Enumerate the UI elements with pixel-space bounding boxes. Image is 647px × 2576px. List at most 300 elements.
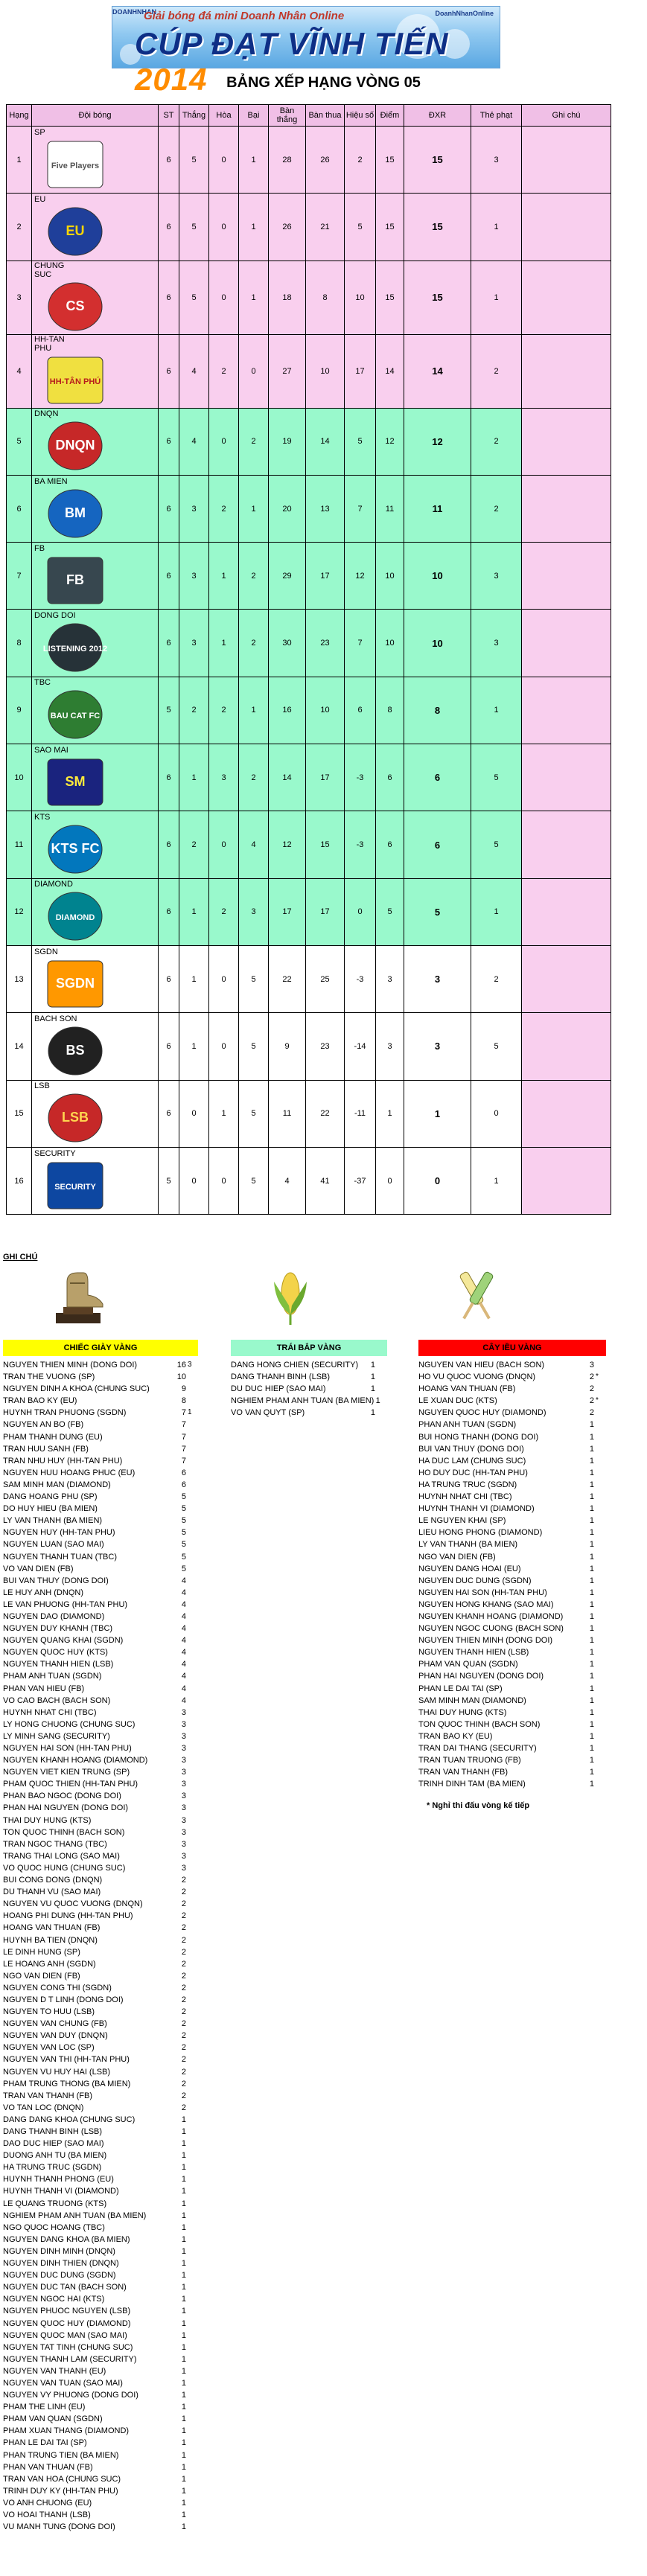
player-name: PHAM XUAN THANG (DIAMOND) <box>3 2426 130 2436</box>
player-name: HUYNH THANH PHONG (EU) <box>3 2175 114 2185</box>
player-row <box>231 1407 387 1419</box>
player-mark <box>186 1695 198 1707</box>
cell-w: 1 <box>179 878 209 945</box>
team-logo-icon <box>34 279 116 334</box>
player-name: NGUYEN DANG KHOA (BA MIEN) <box>3 2234 130 2244</box>
player-count: 1 <box>181 2330 186 2340</box>
player-count: 1 <box>181 2199 186 2208</box>
cell-gf: 4 <box>269 1147 306 1214</box>
cell-l: 1 <box>239 475 269 542</box>
team-logo-label: BAU CAT FC <box>50 712 101 721</box>
player-row <box>3 1538 198 1550</box>
player-row <box>3 1982 198 1994</box>
player-mark <box>375 1383 387 1395</box>
player-row <box>3 2497 198 2509</box>
player-row <box>3 2485 198 2497</box>
cell-l: 2 <box>239 408 269 475</box>
player-count: 1 <box>370 1408 375 1418</box>
player-count: 2 <box>181 1935 186 1945</box>
player-count: 5 <box>181 1492 186 1502</box>
cell-note <box>522 1080 611 1147</box>
player-mark <box>380 1395 387 1407</box>
cell-d: 0 <box>209 945 239 1012</box>
cell-dxr: 14 <box>404 334 471 408</box>
cell-gf: 28 <box>269 127 306 194</box>
player-mark <box>186 2342 198 2353</box>
player-mark <box>186 2102 198 2114</box>
team-logo-label: HH-TÂN PHÚ <box>49 377 101 386</box>
player-row <box>3 1970 198 1982</box>
player-name: NGUYEN HONG KHANG (SAO MAI) <box>418 1599 554 1609</box>
player-row <box>418 1611 606 1623</box>
player-name: LY HONG CHUONG (CHUNG SUC) <box>3 1719 136 1729</box>
cell-gd: 12 <box>345 543 376 610</box>
player-count: 1 <box>181 2438 186 2448</box>
player-count: 1 <box>181 2391 186 2400</box>
cell-dxr: 10 <box>404 543 471 610</box>
player-count: 2 <box>181 2091 186 2100</box>
player-row <box>3 2090 198 2102</box>
player-count: 1 <box>181 2426 186 2436</box>
player-mark <box>186 1886 198 1898</box>
player-mark <box>186 2090 198 2102</box>
player-name: NGUYEN THANH HIEN (LSB) <box>3 1660 114 1669</box>
player-count: 7 <box>181 1420 186 1430</box>
standings-row <box>7 334 611 408</box>
cell-dxr: 15 <box>404 261 471 334</box>
cell-ga: 14 <box>306 408 345 475</box>
player-count: 1 <box>181 2187 186 2196</box>
player-count: 6 <box>181 1480 186 1489</box>
cell-st: 6 <box>159 543 179 610</box>
player-row <box>3 1455 198 1467</box>
player-count: 2 <box>181 1876 186 1885</box>
cell-st: 6 <box>159 334 179 408</box>
team-logo-icon <box>34 137 116 192</box>
player-name: NGUYEN THANH LAM (SECURITY) <box>3 2354 137 2364</box>
player-count: 7 <box>181 1456 186 1466</box>
player-count: 4 <box>181 1588 186 1597</box>
player-mark <box>186 1515 198 1527</box>
cell-pts: 6 <box>376 811 404 878</box>
player-name: LE XUAN DUC (KTS) <box>418 1396 497 1406</box>
player-row <box>3 2246 198 2257</box>
player-count: 5 <box>181 1528 186 1538</box>
cell-st: 5 <box>159 677 179 744</box>
player-count: 3 <box>181 1851 186 1861</box>
player-name: NGO VAN DIEN (FB) <box>3 1971 80 1981</box>
player-row <box>418 1730 606 1742</box>
team-name: DNQN <box>34 409 59 419</box>
player-mark <box>186 1766 198 1778</box>
player-mark <box>186 2305 198 2317</box>
player-name: LE DINH HUNG (SP) <box>3 1947 80 1957</box>
player-row <box>3 1826 198 1838</box>
cell-note <box>522 261 611 334</box>
player-count: 2 <box>589 1372 594 1382</box>
player-mark <box>375 1359 387 1371</box>
player-count: 1 <box>181 2234 186 2244</box>
player-row <box>3 1670 198 1682</box>
player-count: 1 <box>589 1504 594 1514</box>
team-logo-label: KTS FC <box>51 841 100 857</box>
player-mark <box>594 1503 606 1515</box>
cell-st: 6 <box>159 194 179 261</box>
team-cell <box>32 1013 159 1080</box>
player-name: TRANG THAI LONG (SAO MAI) <box>3 1851 120 1861</box>
player-mark <box>186 2126 198 2138</box>
cell-cards: 5 <box>471 811 522 878</box>
player-row <box>3 1371 198 1383</box>
player-count: 3 <box>181 1756 186 1765</box>
cell-gd: 0 <box>345 878 376 945</box>
cell-l: 2 <box>239 610 269 677</box>
cell-d: 1 <box>209 610 239 677</box>
player-name: NGUYEN VU HUY HAI (LSB) <box>3 2067 111 2077</box>
player-row <box>418 1479 606 1491</box>
player-row <box>418 1503 606 1515</box>
player-row <box>3 1695 198 1707</box>
player-name: TON QUOC THINH (BACH SON) <box>418 1719 541 1729</box>
player-row <box>3 1910 198 1922</box>
cell-d: 2 <box>209 878 239 945</box>
player-row <box>3 2425 198 2437</box>
player-row <box>3 2078 198 2090</box>
cell-rank: 7 <box>7 543 32 610</box>
standings-table <box>6 104 611 1215</box>
player-mark <box>186 2246 198 2257</box>
cell-l: 5 <box>239 1080 269 1147</box>
cell-ga: 21 <box>306 194 345 261</box>
cell-rank: 5 <box>7 408 32 475</box>
player-count: 1 <box>589 1756 594 1765</box>
player-mark <box>186 1754 198 1766</box>
player-mark <box>594 1383 606 1395</box>
golden-boot-list <box>3 1340 198 2533</box>
cell-ga: 23 <box>306 1013 345 1080</box>
cell-dxr: 5 <box>404 878 471 945</box>
player-name: NGUYEN THIEN MINH (DONG DOI) <box>418 1636 553 1646</box>
player-name: DANG THANH BINH (LSB) <box>231 1372 331 1382</box>
player-name: DANG DANG KHOA (CHUNG SUC) <box>3 2115 136 2124</box>
team-name: SP <box>34 127 45 137</box>
player-row <box>3 2185 198 2197</box>
standings-row <box>7 127 611 194</box>
player-row <box>418 1383 606 1395</box>
cell-d: 0 <box>209 811 239 878</box>
cell-dxr: 15 <box>404 127 471 194</box>
player-mark <box>186 1742 198 1754</box>
player-row <box>418 1491 606 1503</box>
team-logo-label: LISTENING 2012 <box>42 645 108 654</box>
player-name: LE HUY ANH (DNQN) <box>3 1588 83 1597</box>
player-count: 9 <box>181 1384 186 1394</box>
player-name: NGUYEN KHANH HOANG (DIAMOND) <box>3 1756 148 1765</box>
cell-st: 5 <box>159 1147 179 1214</box>
player-count: 5 <box>181 1516 186 1526</box>
cell-note <box>522 543 611 610</box>
player-name: HUYNH THANH VI (DIAMOND) <box>418 1504 535 1514</box>
player-count: 1 <box>589 1672 594 1681</box>
cell-rank: 12 <box>7 878 32 945</box>
player-name: TRAN NHU HUY (HH-TAN PHU) <box>3 1456 123 1466</box>
team-logo-icon <box>34 822 116 877</box>
player-name: HUYNH NHAT CHI (TBC) <box>418 1492 512 1502</box>
cell-pts: 1 <box>376 1080 404 1147</box>
player-row <box>3 1683 198 1695</box>
team-logo-label: DIAMOND <box>55 913 95 923</box>
standings-row <box>7 1147 611 1214</box>
player-mark <box>186 2078 198 2090</box>
player-count: 1 <box>181 2139 186 2149</box>
player-mark <box>186 1922 198 1934</box>
cell-pts: 8 <box>376 677 404 744</box>
player-count: 1 <box>181 2486 186 2496</box>
player-mark <box>186 2210 198 2222</box>
player-row <box>418 1658 606 1670</box>
player-name: TRAN NGOC THANG (TBC) <box>3 1839 107 1849</box>
cell-gd: 5 <box>345 408 376 475</box>
cell-ga: 17 <box>306 543 345 610</box>
player-row <box>418 1515 606 1527</box>
player-mark <box>186 2425 198 2437</box>
player-count: 1 <box>589 1420 594 1430</box>
player-name: VO ANH CHUONG (EU) <box>3 2498 92 2508</box>
player-row <box>3 2461 198 2473</box>
player-name: HA TRUNG TRUC (SGDN) <box>3 2163 102 2173</box>
player-name: NGUYEN NGOC HAI (KTS) <box>3 2295 105 2304</box>
player-count: 1 <box>181 2474 186 2484</box>
player-count: 1 <box>181 2115 186 2124</box>
player-name: DO HUY HIEU (BA MIEN) <box>3 1504 98 1514</box>
player-name: TRAN HUU SANH (FB) <box>3 1444 89 1454</box>
cup-year: 2014 <box>135 62 208 97</box>
player-row <box>3 2210 198 2222</box>
player-mark <box>186 1707 198 1719</box>
cell-w: 1 <box>179 1013 209 1080</box>
team-logo-icon <box>34 353 116 408</box>
player-name: PHAM THANH DUNG (EU) <box>3 1432 103 1442</box>
team-logo-icon <box>34 486 116 541</box>
player-count: 4 <box>181 1624 186 1634</box>
cell-l: 4 <box>239 811 269 878</box>
player-count: 3 <box>181 1731 186 1741</box>
player-row <box>3 1934 198 1946</box>
column-header: Thắng <box>179 105 209 127</box>
cell-rank: 10 <box>7 744 32 811</box>
player-mark <box>186 2377 198 2389</box>
player-count: 6 <box>181 1468 186 1477</box>
player-row <box>3 1658 198 1670</box>
player-mark <box>594 1754 606 1766</box>
player-name: NGUYEN THANH TUAN (TBC) <box>3 1552 117 1562</box>
player-name: HUYNH BA TIEN (DNQN) <box>3 1935 98 1945</box>
player-row <box>418 1371 606 1383</box>
player-row <box>231 1371 387 1383</box>
player-mark <box>186 2473 198 2485</box>
player-count: 1 <box>589 1731 594 1741</box>
player-name: PHAM VAN QUAN (SGDN) <box>418 1660 518 1669</box>
player-count: 2 <box>181 1911 186 1921</box>
player-mark <box>186 2330 198 2342</box>
cell-gd: -37 <box>345 1147 376 1214</box>
player-count: 1 <box>589 1611 594 1621</box>
player-row <box>418 1538 606 1550</box>
player-row <box>418 1431 606 1443</box>
player-mark <box>186 1503 198 1515</box>
player-mark <box>594 1611 606 1623</box>
player-count: 7 <box>181 1408 186 1418</box>
player-name: PHAM ANH TUAN (SGDN) <box>3 1672 102 1681</box>
player-count: 1 <box>370 1361 375 1370</box>
player-count: 1 <box>589 1684 594 1693</box>
player-count: 1 <box>589 1540 594 1550</box>
player-row <box>3 2318 198 2330</box>
team-cell <box>32 610 159 677</box>
player-mark <box>594 1683 606 1695</box>
player-count: 3 <box>181 1744 186 1753</box>
notes-label: GHI CHÚ <box>3 1253 38 1262</box>
team-cell <box>32 677 159 744</box>
cell-w: 5 <box>179 127 209 194</box>
player-mark <box>186 1455 198 1467</box>
player-mark <box>594 1407 606 1419</box>
cell-w: 0 <box>179 1080 209 1147</box>
player-name: NGUYEN VAN THANH (EU) <box>3 2366 106 2376</box>
player-mark <box>186 1719 198 1730</box>
team-logo-icon <box>34 620 116 675</box>
player-name: DANG THANH BINH (LSB) <box>3 2127 103 2136</box>
cell-note <box>522 744 611 811</box>
cell-note <box>522 1147 611 1214</box>
player-count: 5 <box>181 1504 186 1514</box>
cell-d: 1 <box>209 1080 239 1147</box>
player-count: 1 <box>589 1599 594 1609</box>
team-name: FB <box>34 543 45 553</box>
player-row <box>3 2353 198 2365</box>
player-mark <box>186 1491 198 1503</box>
player-name: NGUYEN VIET KIEN TRUNG (SP) <box>3 1768 130 1777</box>
player-mark <box>186 2185 198 2197</box>
player-row <box>3 2509 198 2521</box>
player-count: 4 <box>181 1672 186 1681</box>
player-mark <box>186 1946 198 1958</box>
player-count: 1 <box>589 1768 594 1777</box>
player-row <box>418 1754 606 1766</box>
cell-st: 6 <box>159 408 179 475</box>
player-count: 1 <box>181 2151 186 2161</box>
cell-gf: 29 <box>269 543 306 610</box>
player-count: 3 <box>181 1839 186 1849</box>
player-name: NGUYEN HAI SON (HH-TAN PHU) <box>418 1588 547 1597</box>
player-name: LY MINH SANG (SECURITY) <box>3 1731 110 1741</box>
player-row <box>3 1874 198 1886</box>
player-row <box>3 1383 198 1395</box>
column-header: Hiệu số <box>345 105 376 127</box>
player-count: 1 <box>181 2246 186 2256</box>
player-row <box>418 1670 606 1682</box>
player-mark <box>594 1730 606 1742</box>
player-row <box>3 1431 198 1443</box>
standings-row <box>7 811 611 878</box>
team-logo-label: Five Players <box>51 161 100 170</box>
standings-row <box>7 744 611 811</box>
player-mark <box>186 2030 198 2042</box>
standings-row <box>7 261 611 334</box>
player-row <box>3 1707 198 1719</box>
player-count: 1 <box>181 2403 186 2412</box>
player-name: THAI DUY HUNG (KTS) <box>418 1707 507 1717</box>
player-mark <box>594 1670 606 1682</box>
player-mark <box>186 2257 198 2269</box>
player-count: 5 <box>181 1540 186 1550</box>
cell-rank: 2 <box>7 194 32 261</box>
team-name: SECURITY <box>34 1148 76 1158</box>
player-count: 2 <box>181 2079 186 2088</box>
player-mark <box>186 2281 198 2293</box>
cell-gd: 5 <box>345 194 376 261</box>
standings-row <box>7 610 611 677</box>
suspension-footnote: * Nghỉ thi đấu vòng kế tiếp <box>427 1801 530 1810</box>
player-count: 3 <box>181 1707 186 1717</box>
player-row <box>418 1551 606 1563</box>
player-name: NGUYEN DUY KHANH (TBC) <box>3 1624 113 1634</box>
player-count: 1 <box>181 2271 186 2281</box>
cell-gd: 2 <box>345 127 376 194</box>
player-mark <box>186 2114 198 2126</box>
cell-cards: 3 <box>471 543 522 610</box>
cell-rank: 14 <box>7 1013 32 1080</box>
cell-cards: 1 <box>471 194 522 261</box>
cell-gf: 17 <box>269 878 306 945</box>
team-logo-icon <box>34 1023 116 1078</box>
player-name: PHAN TRUNG TIEN (BA MIEN) <box>3 2450 119 2460</box>
player-row <box>3 1551 198 1563</box>
standings-header-row <box>7 105 611 127</box>
player-mark <box>186 1623 198 1634</box>
player-count: 3 <box>589 1361 594 1370</box>
player-count: 16 <box>176 1361 186 1370</box>
player-count: 2 <box>181 2043 186 2053</box>
player-name: HA TRUNG TRUC (SGDN) <box>418 1480 517 1489</box>
banner-tagline: Giải bóng đá mini Doanh Nhân Online <box>144 10 345 22</box>
player-name: NGUYEN TAT TINH (CHUNG SUC) <box>3 2342 133 2352</box>
player-name: BUI CONG DONG (DNQN) <box>3 1876 103 1885</box>
player-name: PHAN LE DAI TAI (SP) <box>418 1684 503 1693</box>
page-title: BẢNG XẾP HẠNG VÒNG 05 <box>226 74 421 91</box>
cell-ga: 23 <box>306 610 345 677</box>
player-mark <box>594 1719 606 1730</box>
player-row <box>3 1838 198 1850</box>
player-mark <box>186 1527 198 1538</box>
cell-pts: 14 <box>376 334 404 408</box>
player-name: TRINH DINH TAM (BA MIEN) <box>418 1780 526 1789</box>
cell-pts: 10 <box>376 543 404 610</box>
cell-ga: 25 <box>306 945 345 1012</box>
cell-pts: 12 <box>376 408 404 475</box>
player-row <box>3 2054 198 2065</box>
player-name: PHAN ANH TUAN (SGDN) <box>418 1420 517 1430</box>
cell-dxr: 6 <box>404 811 471 878</box>
player-row <box>418 1623 606 1634</box>
banner-brand-right: DoanhNhanOnline <box>435 10 494 17</box>
player-count: 4 <box>181 1648 186 1658</box>
cell-pts: 15 <box>376 194 404 261</box>
cell-st: 6 <box>159 811 179 878</box>
player-name: DU THANH VU (SAO MAI) <box>3 1888 101 1897</box>
player-name: NGUYEN DUC DUNG (SGDN) <box>418 1576 532 1585</box>
player-name: NGUYEN DAO (DIAMOND) <box>3 1611 105 1621</box>
